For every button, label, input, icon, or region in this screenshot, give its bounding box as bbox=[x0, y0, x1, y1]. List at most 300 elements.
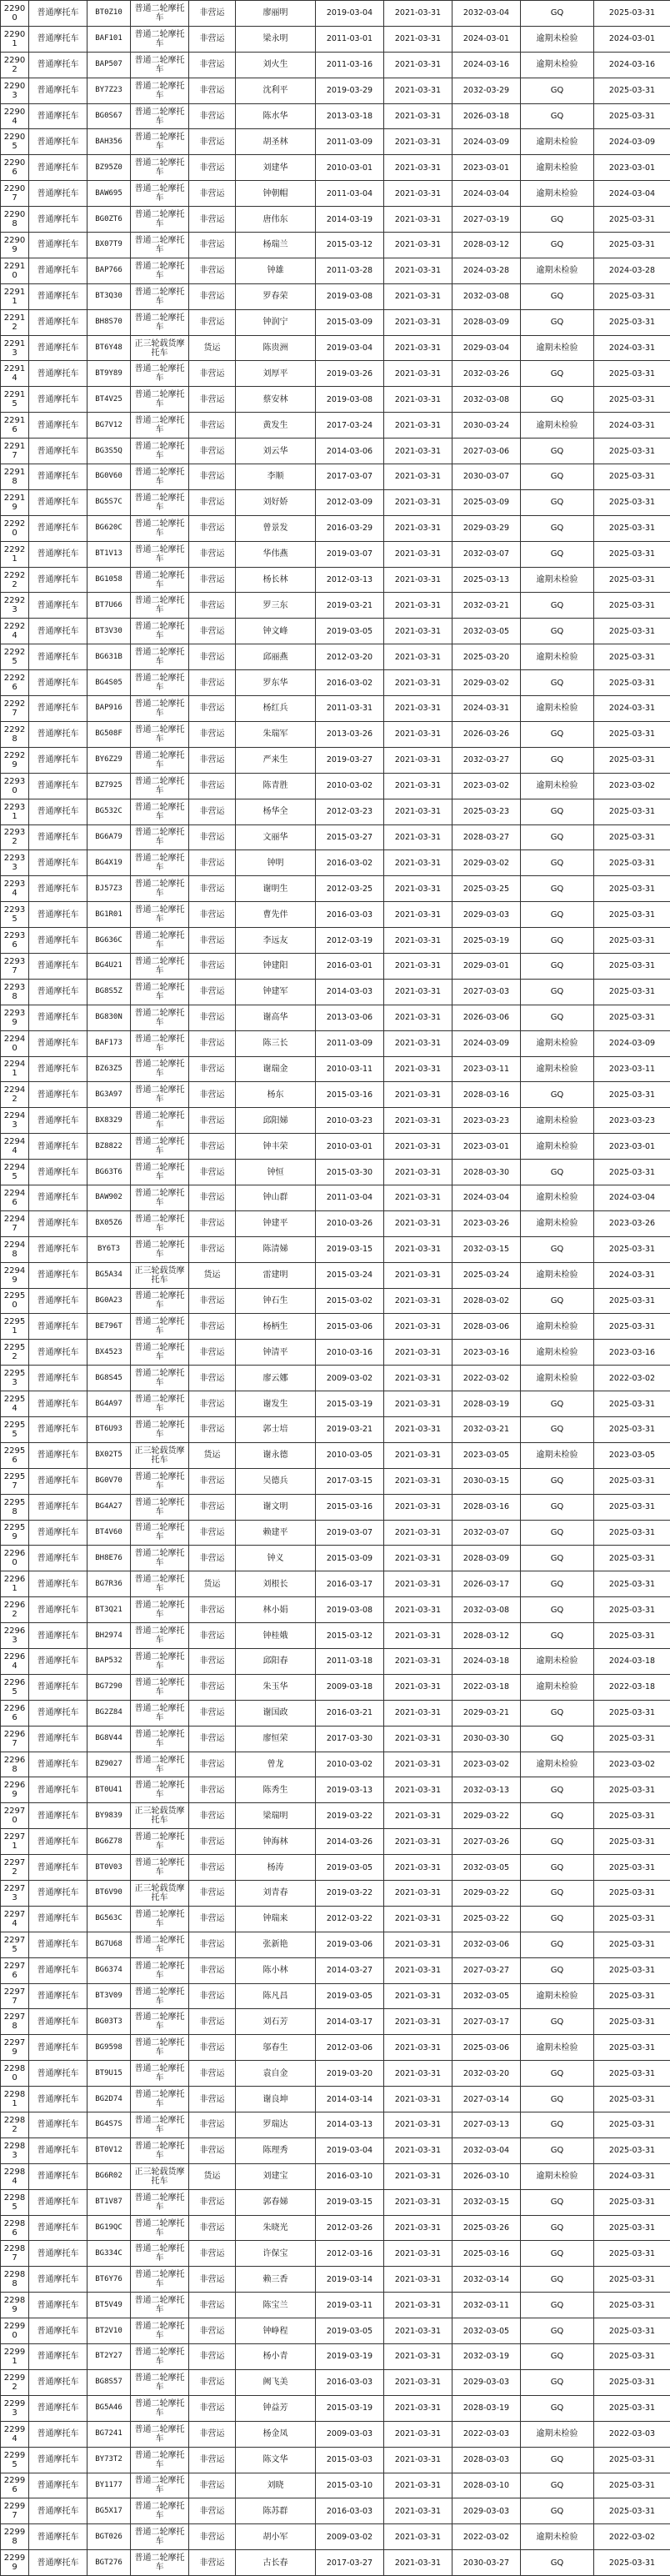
owner-name-cell: 钟润宁 bbox=[236, 309, 316, 335]
table-row bbox=[1, 2112, 670, 2138]
plate-number-cell: BY73T2 bbox=[88, 2447, 131, 2473]
use-nature-cell: 非营运 bbox=[189, 1468, 236, 1494]
inspection-status-cell: 逾期未检验 bbox=[521, 181, 594, 207]
valid-until-cell: 2025-03-31 bbox=[594, 2344, 670, 2370]
scrap-date-cell: 2022-03-03 bbox=[452, 2421, 521, 2447]
vehicle-type-cell: 普通二轮摩托车 bbox=[131, 1520, 189, 1546]
vehicle-category-cell: 普通摩托车 bbox=[29, 2267, 88, 2293]
inspection-status-cell: GQ bbox=[521, 1957, 594, 1983]
table-row bbox=[1, 2447, 670, 2473]
vehicle-category-cell: 普通摩托车 bbox=[29, 52, 88, 78]
register-date-cell: 2016-03-03 bbox=[316, 2369, 384, 2395]
issue-date-cell: 2021-03-31 bbox=[384, 2498, 452, 2524]
vehicle-type-cell: 普通二轮摩托车 bbox=[131, 2550, 189, 2576]
vehicle-type-cell: 普通二轮摩托车 bbox=[131, 309, 189, 335]
owner-name-cell: 刘晓 bbox=[236, 2473, 316, 2498]
inspection-status-cell: GQ bbox=[521, 2369, 594, 2395]
row-index-cell: 22923 bbox=[1, 593, 29, 619]
row-index-cell: 22924 bbox=[1, 619, 29, 644]
table-row bbox=[1, 1494, 670, 1520]
scrap-date-cell: 2028-03-19 bbox=[452, 2395, 521, 2421]
issue-date-cell: 2021-03-31 bbox=[384, 233, 452, 258]
scrap-date-cell: 2024-03-28 bbox=[452, 258, 521, 283]
register-date-cell: 2012-03-13 bbox=[316, 567, 384, 593]
table-row bbox=[1, 696, 670, 722]
row-index-cell: 22943 bbox=[1, 1108, 29, 1134]
table-row bbox=[1, 1546, 670, 1571]
scrap-date-cell: 2032-03-08 bbox=[452, 1597, 521, 1623]
valid-until-cell: 2025-03-31 bbox=[594, 2447, 670, 2473]
plate-number-cell: BG7241 bbox=[88, 2421, 131, 2447]
owner-name-cell: 刘好娇 bbox=[236, 489, 316, 515]
vehicle-type-cell: 普通二轮摩托车 bbox=[131, 1623, 189, 1649]
use-nature-cell: 非营运 bbox=[189, 103, 236, 129]
plate-number-cell: BG0V60 bbox=[88, 464, 131, 490]
inspection-status-cell: 逾期未检验 bbox=[521, 1340, 594, 1366]
owner-name-cell: 曾龙 bbox=[236, 1752, 316, 1777]
row-index-cell: 22905 bbox=[1, 129, 29, 155]
use-nature-cell: 非营运 bbox=[189, 515, 236, 541]
inspection-status-cell: 逾期未检验 bbox=[521, 335, 594, 361]
valid-until-cell: 2023-03-26 bbox=[594, 1210, 670, 1236]
vehicle-category-cell: 普通摩托车 bbox=[29, 1, 88, 27]
valid-until-cell: 2025-03-31 bbox=[594, 1082, 670, 1108]
issue-date-cell: 2021-03-31 bbox=[384, 207, 452, 233]
register-date-cell: 2014-03-13 bbox=[316, 2112, 384, 2138]
vehicle-type-cell: 普通二轮摩托车 bbox=[131, 2344, 189, 2370]
vehicle-category-cell: 普通摩托车 bbox=[29, 2061, 88, 2087]
vehicle-category-cell: 普通摩托车 bbox=[29, 1005, 88, 1030]
owner-name-cell: 谢瑞金 bbox=[236, 1056, 316, 1082]
plate-number-cell: BG63T6 bbox=[88, 1160, 131, 1185]
vehicle-category-cell: 普通摩托车 bbox=[29, 1314, 88, 1340]
register-date-cell: 2019-03-07 bbox=[316, 1520, 384, 1546]
row-index-cell: 22999 bbox=[1, 2550, 29, 2576]
register-date-cell: 2010-03-01 bbox=[316, 155, 384, 181]
plate-number-cell: BG631B bbox=[88, 644, 131, 670]
table-row bbox=[1, 2267, 670, 2293]
register-date-cell: 2014-03-26 bbox=[316, 1829, 384, 1855]
valid-until-cell: 2025-03-31 bbox=[594, 2293, 670, 2318]
issue-date-cell: 2021-03-31 bbox=[384, 1674, 452, 1700]
table-row bbox=[1, 1314, 670, 1340]
vehicle-category-cell: 普通摩托车 bbox=[29, 26, 88, 52]
valid-until-cell: 2025-03-31 bbox=[594, 1855, 670, 1881]
vehicle-type-cell: 普通二轮摩托车 bbox=[131, 2087, 189, 2112]
owner-name-cell: 刘青春 bbox=[236, 1881, 316, 1907]
vehicle-category-cell: 普通摩托车 bbox=[29, 1340, 88, 1366]
issue-date-cell: 2021-03-31 bbox=[384, 78, 452, 103]
scrap-date-cell: 2027-03-19 bbox=[452, 207, 521, 233]
issue-date-cell: 2021-03-31 bbox=[384, 52, 452, 78]
vehicle-type-cell: 普通二轮摩托车 bbox=[131, 181, 189, 207]
row-index-cell: 22988 bbox=[1, 2267, 29, 2293]
plate-number-cell: BT2V10 bbox=[88, 2318, 131, 2344]
vehicle-type-cell: 普通二轮摩托车 bbox=[131, 1906, 189, 1932]
use-nature-cell: 非营运 bbox=[189, 1082, 236, 1108]
vehicle-category-cell: 普通摩托车 bbox=[29, 824, 88, 850]
table-row bbox=[1, 567, 670, 593]
inspection-status-cell: GQ bbox=[521, 1236, 594, 1262]
register-date-cell: 2019-03-05 bbox=[316, 1983, 384, 2009]
plate-number-cell: BG0V70 bbox=[88, 1468, 131, 1494]
inspection-status-cell: GQ bbox=[521, 1855, 594, 1881]
vehicle-category-cell: 普通摩托车 bbox=[29, 1957, 88, 1983]
use-nature-cell: 非营运 bbox=[189, 2009, 236, 2035]
plate-number-cell: BX8329 bbox=[88, 1108, 131, 1134]
scrap-date-cell: 2032-03-29 bbox=[452, 78, 521, 103]
register-date-cell: 2010-03-23 bbox=[316, 1108, 384, 1134]
owner-name-cell: 廖恒荣 bbox=[236, 1726, 316, 1752]
issue-date-cell: 2021-03-31 bbox=[384, 928, 452, 954]
issue-date-cell: 2021-03-31 bbox=[384, 2293, 452, 2318]
valid-until-cell: 2025-03-31 bbox=[594, 2550, 670, 2576]
table-row bbox=[1, 2189, 670, 2215]
vehicle-type-cell: 普通二轮摩托车 bbox=[131, 2189, 189, 2215]
vehicle-category-cell: 普通摩托车 bbox=[29, 335, 88, 361]
row-index-cell: 22980 bbox=[1, 2061, 29, 2087]
valid-until-cell: 2024-03-31 bbox=[594, 1262, 670, 1288]
valid-until-cell: 2025-03-31 bbox=[594, 2215, 670, 2241]
owner-name-cell: 陈凡昌 bbox=[236, 1983, 316, 2009]
owner-name-cell: 朱瑞军 bbox=[236, 721, 316, 747]
inspection-status-cell: 逾期未检验 bbox=[521, 1983, 594, 2009]
register-date-cell: 2019-03-13 bbox=[316, 1777, 384, 1803]
use-nature-cell: 非营运 bbox=[189, 2395, 236, 2421]
table-row bbox=[1, 953, 670, 979]
inspection-status-cell: 逾期未检验 bbox=[521, 1210, 594, 1236]
owner-name-cell: 钟峥程 bbox=[236, 2318, 316, 2344]
issue-date-cell: 2021-03-31 bbox=[384, 361, 452, 387]
scrap-date-cell: 2030-03-15 bbox=[452, 1468, 521, 1494]
valid-until-cell: 2024-03-31 bbox=[594, 335, 670, 361]
scrap-date-cell: 2032-03-27 bbox=[452, 747, 521, 773]
vehicle-type-cell: 普通二轮摩托车 bbox=[131, 1777, 189, 1803]
vehicle-type-cell: 正三轮载货摩托车 bbox=[131, 1442, 189, 1468]
inspection-status-cell: GQ bbox=[521, 876, 594, 902]
issue-date-cell: 2021-03-31 bbox=[384, 1520, 452, 1546]
use-nature-cell: 非营运 bbox=[189, 1700, 236, 1726]
issue-date-cell: 2021-03-31 bbox=[384, 515, 452, 541]
plate-number-cell: BG1058 bbox=[88, 567, 131, 593]
inspection-status-cell: GQ bbox=[521, 233, 594, 258]
vehicle-category-cell: 普通摩托车 bbox=[29, 2293, 88, 2318]
register-date-cell: 2010-03-02 bbox=[316, 773, 384, 799]
scrap-date-cell: 2029-03-22 bbox=[452, 1881, 521, 1907]
scrap-date-cell: 2028-03-12 bbox=[452, 1623, 521, 1649]
scrap-date-cell: 2027-03-13 bbox=[452, 2112, 521, 2138]
table-row bbox=[1, 129, 670, 155]
issue-date-cell: 2021-03-31 bbox=[384, 1546, 452, 1571]
owner-name-cell: 刘云华 bbox=[236, 439, 316, 464]
inspection-status-cell: GQ bbox=[521, 283, 594, 309]
vehicle-type-cell: 普通二轮摩托车 bbox=[131, 1700, 189, 1726]
register-date-cell: 2011-03-31 bbox=[316, 696, 384, 722]
use-nature-cell: 非营运 bbox=[189, 1108, 236, 1134]
issue-date-cell: 2021-03-31 bbox=[384, 1649, 452, 1675]
scrap-date-cell: 2028-03-27 bbox=[452, 824, 521, 850]
vehicle-category-cell: 普通摩托车 bbox=[29, 928, 88, 954]
vehicle-category-cell: 普通摩托车 bbox=[29, 1623, 88, 1649]
table-row bbox=[1, 1082, 670, 1108]
table-row bbox=[1, 644, 670, 670]
vehicle-category-cell: 普通摩托车 bbox=[29, 593, 88, 619]
vehicle-type-cell: 普通二轮摩托车 bbox=[131, 644, 189, 670]
plate-number-cell: BG620C bbox=[88, 515, 131, 541]
scrap-date-cell: 2029-03-03 bbox=[452, 2369, 521, 2395]
use-nature-cell: 非营运 bbox=[189, 1906, 236, 1932]
scrap-date-cell: 2032-03-04 bbox=[452, 2137, 521, 2163]
row-index-cell: 22976 bbox=[1, 1957, 29, 1983]
table-row bbox=[1, 1649, 670, 1675]
inspection-status-cell: GQ bbox=[521, 1803, 594, 1829]
use-nature-cell: 非营运 bbox=[189, 773, 236, 799]
vehicle-type-cell: 普通二轮摩托车 bbox=[131, 541, 189, 567]
vehicle-category-cell: 普通摩托车 bbox=[29, 2009, 88, 2035]
use-nature-cell: 非营运 bbox=[189, 721, 236, 747]
vehicle-category-cell: 普通摩托车 bbox=[29, 1494, 88, 1520]
issue-date-cell: 2021-03-31 bbox=[384, 1210, 452, 1236]
table-row bbox=[1, 1468, 670, 1494]
inspection-status-cell: GQ bbox=[521, 1494, 594, 1520]
owner-name-cell: 钟建阳 bbox=[236, 953, 316, 979]
issue-date-cell: 2021-03-31 bbox=[384, 1752, 452, 1777]
vehicle-type-cell: 普通二轮摩托车 bbox=[131, 1160, 189, 1185]
valid-until-cell: 2025-03-31 bbox=[594, 464, 670, 490]
scrap-date-cell: 2032-03-15 bbox=[452, 1236, 521, 1262]
vehicle-type-cell: 普通二轮摩托车 bbox=[131, 2524, 189, 2550]
plate-number-cell: BG9598 bbox=[88, 2035, 131, 2061]
register-date-cell: 2019-03-20 bbox=[316, 2061, 384, 2087]
table-row bbox=[1, 233, 670, 258]
row-index-cell: 22942 bbox=[1, 1082, 29, 1108]
issue-date-cell: 2021-03-31 bbox=[384, 773, 452, 799]
inspection-status-cell: 逾期未检验 bbox=[521, 26, 594, 52]
row-index-cell: 22946 bbox=[1, 1185, 29, 1210]
issue-date-cell: 2021-03-31 bbox=[384, 1134, 452, 1160]
use-nature-cell: 非营运 bbox=[189, 2421, 236, 2447]
row-index-cell: 22916 bbox=[1, 413, 29, 439]
issue-date-cell: 2021-03-31 bbox=[384, 413, 452, 439]
vehicle-category-cell: 普通摩托车 bbox=[29, 1134, 88, 1160]
row-index-cell: 22945 bbox=[1, 1160, 29, 1185]
valid-until-cell: 2025-03-31 bbox=[594, 233, 670, 258]
vehicle-type-cell: 普通二轮摩托车 bbox=[131, 103, 189, 129]
use-nature-cell: 非营运 bbox=[189, 2524, 236, 2550]
valid-until-cell: 2022-03-02 bbox=[594, 1366, 670, 1391]
scrap-date-cell: 2029-03-21 bbox=[452, 1700, 521, 1726]
vehicle-category-cell: 普通摩托车 bbox=[29, 1288, 88, 1314]
owner-name-cell: 谢良坤 bbox=[236, 2087, 316, 2112]
table-row bbox=[1, 1803, 670, 1829]
valid-until-cell: 2025-03-31 bbox=[594, 2241, 670, 2267]
row-index-cell: 22915 bbox=[1, 387, 29, 413]
row-index-cell: 22970 bbox=[1, 1803, 29, 1829]
inspection-status-cell: GQ bbox=[521, 1932, 594, 1957]
plate-number-cell: BZ95Z0 bbox=[88, 155, 131, 181]
plate-number-cell: BAP507 bbox=[88, 52, 131, 78]
row-index-cell: 22974 bbox=[1, 1906, 29, 1932]
register-date-cell: 2016-03-03 bbox=[316, 902, 384, 928]
table-row bbox=[1, 2369, 670, 2395]
valid-until-cell: 2024-03-09 bbox=[594, 1030, 670, 1056]
plate-number-cell: BAW695 bbox=[88, 181, 131, 207]
use-nature-cell: 非营运 bbox=[189, 1546, 236, 1571]
issue-date-cell: 2021-03-31 bbox=[384, 1391, 452, 1417]
vehicle-category-cell: 普通摩托车 bbox=[29, 799, 88, 824]
scrap-date-cell: 2032-03-05 bbox=[452, 2318, 521, 2344]
scrap-date-cell: 2032-03-08 bbox=[452, 387, 521, 413]
owner-name-cell: 许保宝 bbox=[236, 2241, 316, 2267]
plate-number-cell: BG6A79 bbox=[88, 824, 131, 850]
scrap-date-cell: 2025-03-19 bbox=[452, 928, 521, 954]
plate-number-cell: BZ9027 bbox=[88, 1752, 131, 1777]
scrap-date-cell: 2024-03-31 bbox=[452, 696, 521, 722]
register-date-cell: 2019-03-04 bbox=[316, 2137, 384, 2163]
row-index-cell: 22919 bbox=[1, 489, 29, 515]
vehicle-type-cell: 普通二轮摩托车 bbox=[131, 439, 189, 464]
vehicle-type-cell: 正三轮载货摩托车 bbox=[131, 335, 189, 361]
use-nature-cell: 非营运 bbox=[189, 1210, 236, 1236]
vehicle-type-cell: 普通二轮摩托车 bbox=[131, 2112, 189, 2138]
valid-until-cell: 2025-03-31 bbox=[594, 1597, 670, 1623]
row-index-cell: 22913 bbox=[1, 335, 29, 361]
vehicle-type-cell: 普通二轮摩托车 bbox=[131, 1546, 189, 1571]
owner-name-cell: 胡小军 bbox=[236, 2524, 316, 2550]
register-date-cell: 2014-03-14 bbox=[316, 2087, 384, 2112]
register-date-cell: 2017-03-27 bbox=[316, 2550, 384, 2576]
issue-date-cell: 2021-03-31 bbox=[384, 1571, 452, 1597]
register-date-cell: 2011-03-04 bbox=[316, 1185, 384, 1210]
vehicle-type-cell: 普通二轮摩托车 bbox=[131, 1932, 189, 1957]
scrap-date-cell: 2029-03-03 bbox=[452, 902, 521, 928]
inspection-status-cell: GQ bbox=[521, 2137, 594, 2163]
valid-until-cell: 2025-03-31 bbox=[594, 283, 670, 309]
row-index-cell: 22961 bbox=[1, 1571, 29, 1597]
valid-until-cell: 2024-03-31 bbox=[594, 696, 670, 722]
inspection-status-cell: GQ bbox=[521, 1571, 594, 1597]
owner-name-cell: 钟山群 bbox=[236, 1185, 316, 1210]
use-nature-cell: 非营运 bbox=[189, 1236, 236, 1262]
use-nature-cell: 非营运 bbox=[189, 1855, 236, 1881]
valid-until-cell: 2024-03-28 bbox=[594, 258, 670, 283]
owner-name-cell: 谢文明 bbox=[236, 1494, 316, 1520]
vehicle-category-cell: 普通摩托车 bbox=[29, 2215, 88, 2241]
owner-name-cell: 杨涛 bbox=[236, 1855, 316, 1881]
scrap-date-cell: 2024-03-09 bbox=[452, 129, 521, 155]
scrap-date-cell: 2023-03-01 bbox=[452, 155, 521, 181]
row-index-cell: 22937 bbox=[1, 953, 29, 979]
vehicle-type-cell: 普通二轮摩托车 bbox=[131, 2241, 189, 2267]
row-index-cell: 22962 bbox=[1, 1597, 29, 1623]
owner-name-cell: 陈秀生 bbox=[236, 1777, 316, 1803]
plate-number-cell: BT9U15 bbox=[88, 2061, 131, 2087]
vehicle-category-cell: 普通摩托车 bbox=[29, 2524, 88, 2550]
vehicle-category-cell: 普通摩托车 bbox=[29, 850, 88, 876]
row-index-cell: 22935 bbox=[1, 902, 29, 928]
valid-until-cell: 2025-03-31 bbox=[594, 1546, 670, 1571]
inspection-status-cell: 逾期未检验 bbox=[521, 129, 594, 155]
use-nature-cell: 非营运 bbox=[189, 1030, 236, 1056]
plate-number-cell: BY7Z23 bbox=[88, 78, 131, 103]
plate-number-cell: BG0ZT6 bbox=[88, 207, 131, 233]
table-row bbox=[1, 1752, 670, 1777]
row-index-cell: 22967 bbox=[1, 1726, 29, 1752]
row-index-cell: 22991 bbox=[1, 2344, 29, 2370]
scrap-date-cell: 2029-03-02 bbox=[452, 670, 521, 696]
table-row bbox=[1, 928, 670, 954]
scrap-date-cell: 2023-03-16 bbox=[452, 1340, 521, 1366]
owner-name-cell: 李远友 bbox=[236, 928, 316, 954]
use-nature-cell: 非营运 bbox=[189, 361, 236, 387]
issue-date-cell: 2021-03-31 bbox=[384, 1442, 452, 1468]
scrap-date-cell: 2026-03-17 bbox=[452, 1571, 521, 1597]
table-row bbox=[1, 1700, 670, 1726]
valid-until-cell: 2025-03-31 bbox=[594, 2189, 670, 2215]
vehicle-category-cell: 普通摩托车 bbox=[29, 1571, 88, 1597]
row-index-cell: 22968 bbox=[1, 1752, 29, 1777]
issue-date-cell: 2021-03-31 bbox=[384, 2112, 452, 2138]
vehicle-category-cell: 普通摩托车 bbox=[29, 1906, 88, 1932]
owner-name-cell: 邱阳娣 bbox=[236, 1108, 316, 1134]
row-index-cell: 22926 bbox=[1, 670, 29, 696]
scrap-date-cell: 2032-03-21 bbox=[452, 593, 521, 619]
vehicle-type-cell: 普通二轮摩托车 bbox=[131, 2318, 189, 2344]
owner-name-cell: 钟朝帽 bbox=[236, 181, 316, 207]
vehicle-type-cell: 普通二轮摩托车 bbox=[131, 1108, 189, 1134]
owner-name-cell: 杨柄生 bbox=[236, 1314, 316, 1340]
table-row bbox=[1, 799, 670, 824]
inspection-status-cell: 逾期未检验 bbox=[521, 1314, 594, 1340]
issue-date-cell: 2021-03-31 bbox=[384, 953, 452, 979]
plate-number-cell: BAP532 bbox=[88, 1649, 131, 1675]
owner-name-cell: 钟义 bbox=[236, 1546, 316, 1571]
inspection-status-cell: GQ bbox=[521, 799, 594, 824]
register-date-cell: 2015-03-06 bbox=[316, 1314, 384, 1340]
plate-number-cell: BG7U68 bbox=[88, 1932, 131, 1957]
register-date-cell: 2017-03-15 bbox=[316, 1468, 384, 1494]
plate-number-cell: BT1V13 bbox=[88, 541, 131, 567]
issue-date-cell: 2021-03-31 bbox=[384, 902, 452, 928]
row-index-cell: 22939 bbox=[1, 1005, 29, 1030]
use-nature-cell: 非营运 bbox=[189, 1366, 236, 1391]
table-row bbox=[1, 670, 670, 696]
valid-until-cell: 2025-03-31 bbox=[594, 2498, 670, 2524]
plate-number-cell: BG03T3 bbox=[88, 2009, 131, 2035]
row-index-cell: 22975 bbox=[1, 1932, 29, 1957]
register-date-cell: 2019-03-26 bbox=[316, 361, 384, 387]
scrap-date-cell: 2023-03-02 bbox=[452, 773, 521, 799]
owner-name-cell: 钟丰荣 bbox=[236, 1134, 316, 1160]
table-body bbox=[1, 1, 670, 2576]
use-nature-cell: 非营运 bbox=[189, 181, 236, 207]
register-date-cell: 2015-03-19 bbox=[316, 2395, 384, 2421]
use-nature-cell: 非营运 bbox=[189, 928, 236, 954]
vehicle-type-cell: 普通二轮摩托车 bbox=[131, 361, 189, 387]
inspection-status-cell: GQ bbox=[521, 2267, 594, 2293]
vehicle-category-cell: 普通摩托车 bbox=[29, 1700, 88, 1726]
plate-number-cell: BG4X19 bbox=[88, 850, 131, 876]
issue-date-cell: 2021-03-31 bbox=[384, 2369, 452, 2395]
scrap-date-cell: 2032-03-05 bbox=[452, 1983, 521, 2009]
issue-date-cell: 2021-03-31 bbox=[384, 2163, 452, 2189]
owner-name-cell: 刘厚平 bbox=[236, 361, 316, 387]
plate-number-cell: BG1R01 bbox=[88, 902, 131, 928]
row-index-cell: 22947 bbox=[1, 1210, 29, 1236]
vehicle-type-cell: 普通二轮摩托车 bbox=[131, 1649, 189, 1675]
register-date-cell: 2011-03-09 bbox=[316, 129, 384, 155]
table-row bbox=[1, 52, 670, 78]
